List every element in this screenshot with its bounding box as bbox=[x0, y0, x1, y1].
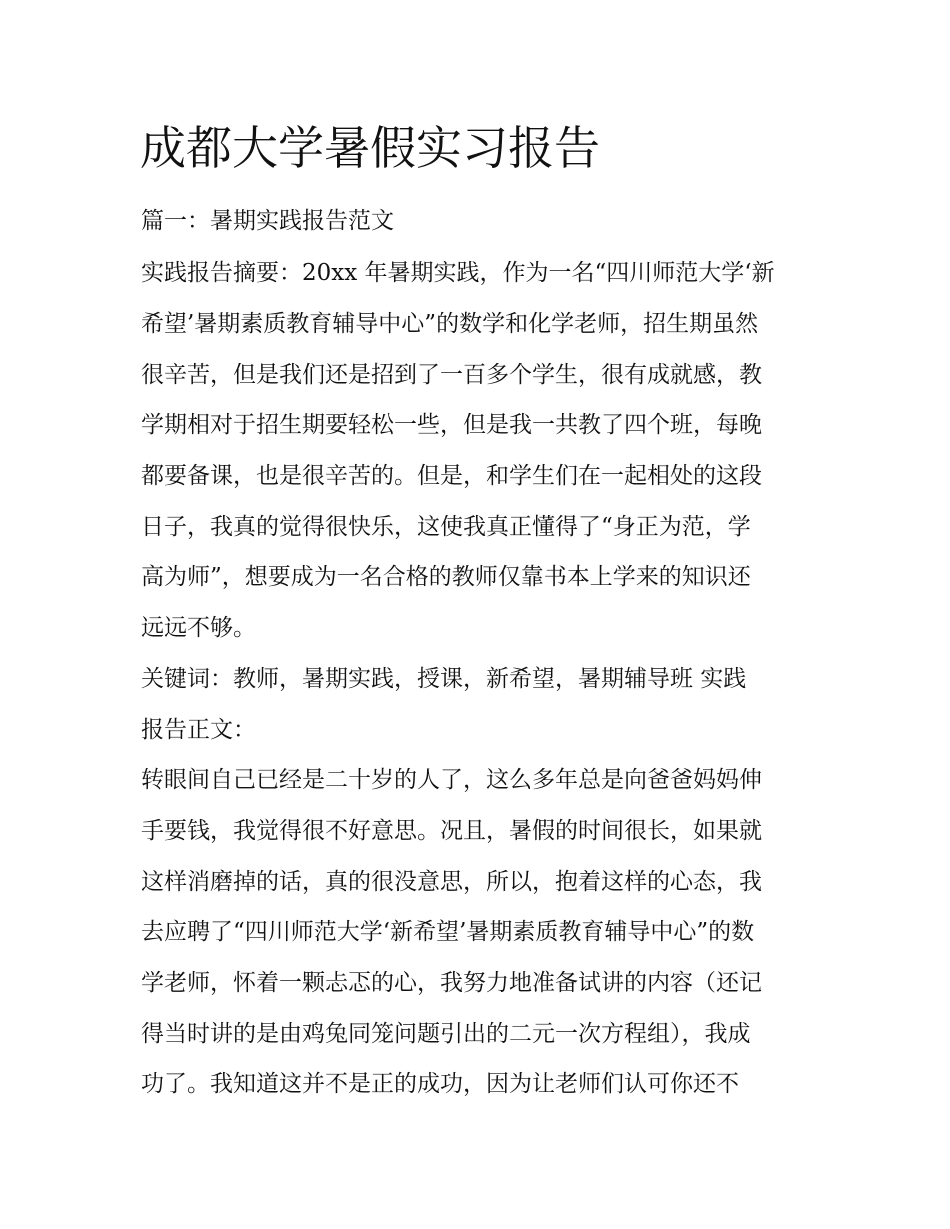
keywords-line: 关键词：教师，暑期实践，授课，新希望，暑期辅导班 实践 bbox=[141, 666, 747, 692]
text-line: 高为师”，想要成为一名合格的教师仅靠书本上学来的知识还 bbox=[141, 564, 751, 590]
text-line: 远远不够。 bbox=[141, 615, 256, 641]
text-line: 学期相对于招生期要轻松一些，但是我一共教了四个班，每晚 bbox=[141, 412, 762, 438]
text-line: 去应聘了“四川师范大学‘新希望’暑期素质教育辅导中心”的数 bbox=[141, 919, 755, 945]
document-title: 成都大学暑假实习报告 bbox=[140, 121, 600, 175]
text-line: 很辛苦，但是我们还是招到了一百多个学生，很有成就感，教 bbox=[141, 362, 762, 388]
text-line: 功了。我知道这并不是正的成功，因为让老师们认可你还不 bbox=[141, 1071, 739, 1097]
text-line: 得当时讲的是由鸡兔同笼问题引出的二元一次方程组），我成 bbox=[141, 1021, 751, 1047]
text-line: 学老师，怀着一颗忐忑的心，我努力地准备试讲的内容（还记 bbox=[141, 970, 762, 996]
text-line: 实践报告摘要：20xx 年暑期实践，作为一名“四川师范大学‘新 bbox=[141, 260, 775, 286]
text-line: 这样消磨掉的话，真的很没意思，所以，抱着这样的心态，我 bbox=[141, 869, 762, 895]
text-line: 转眼间自己已经是二十岁的人了，这么多年总是向爸爸妈妈伸 bbox=[141, 767, 762, 793]
text-line: 都要备课，也是很辛苦的。但是，和学生们在一起相处的这段 bbox=[141, 463, 762, 489]
text-line: 日子，我真的觉得很快乐，这使我真正懂得了“身正为范，学 bbox=[141, 514, 751, 540]
section-heading: 篇一：暑期实践报告范文 bbox=[141, 208, 394, 234]
text-line: 报告正文： bbox=[141, 717, 256, 743]
text-line: 手要钱，我觉得很不好意思。况且，暑假的时间很长，如果就 bbox=[141, 818, 762, 844]
text-line: 希望’暑期素质教育辅导中心”的数学和化学老师，招生期虽然 bbox=[141, 311, 759, 337]
